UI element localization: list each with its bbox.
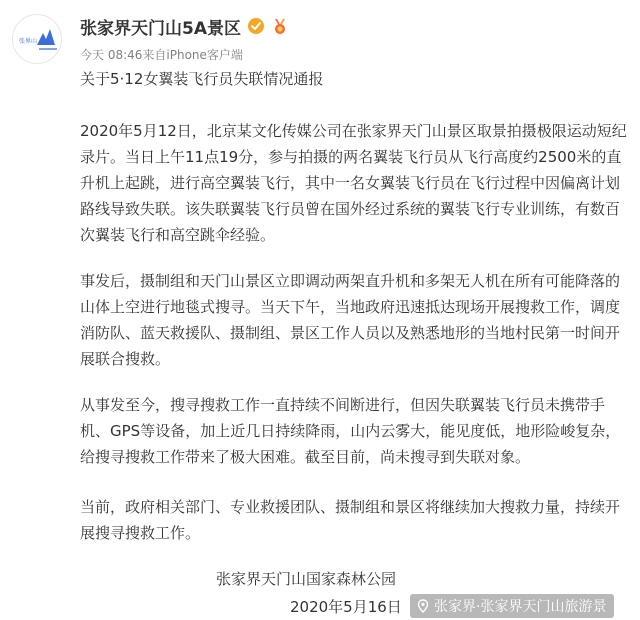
post-title: 关于5·12女翼装飞行员失联情况通报 [80,70,324,88]
location-pin-icon [416,599,430,613]
gold-medal-icon[interactable] [271,17,289,35]
location-watermark [410,594,614,618]
verified-check-icon [247,17,265,35]
post-paragraph-3: 从事发至今，搜寻搜救工作一直持续不间断进行，但因失联翼装飞行员未携带手机、GPS等设备，加上近几日持续降雨，山内云雾大，能见度低，地形险峻复杂，给搜寻搜救工作带来了极大困难。截至目前，尚未搜寻到失联对象。 [80,396,621,466]
signature-date: 2020年5月16日 [290,598,402,616]
author-name[interactable]: 张家界天门山5A景区 [80,18,241,39]
post-paragraph-4: 当前，政府相关部门、专业救援团队、摄制组和景区将继续加大搜救力量，持续开展搜寻搜救工作。 [80,498,621,542]
watermark-text: 张家界·张家界天门山旅游景 [434,599,607,615]
mountain-logo-icon [13,15,61,63]
post-paragraph-2: 事发后，摄制组和天门山景区立即调动两架直升机和多架无人机在所有可能降落的山体上空进行地毯式搜寻。当天下午，当地政府迅速抵达现场开展搜救工作，调度消防队、蓝天救援队、摄制组、景区工作人员以及熟悉地形的当地村民第一时间开展联合搜救。 [80,272,621,368]
author-row [80,14,289,38]
post-time-source: 今天 08:46来自iPhone客户端 [80,48,243,62]
avatar-text: 张界山 [19,38,38,45]
avatar[interactable] [12,14,62,64]
signature-org: 张家界天门山国家森林公园 [216,570,397,588]
post-paragraph-1: 2020年5月12日，北京某文化传媒公司在张家界天门山景区取景拍摄极限运动短纪录片。当日上午11点19分，参与拍摄的两名翼装飞行员从飞行高度约2500米的直升机上起跳，进行高空翼装飞行，其中一名女翼装飞行员在飞行过程中因偏离计划路线导致失联。该失联翼装飞行员曾在国外经过系统的翼装飞行专业训练，有数百次翼装飞行和高空跳伞经验。 [80,122,627,244]
